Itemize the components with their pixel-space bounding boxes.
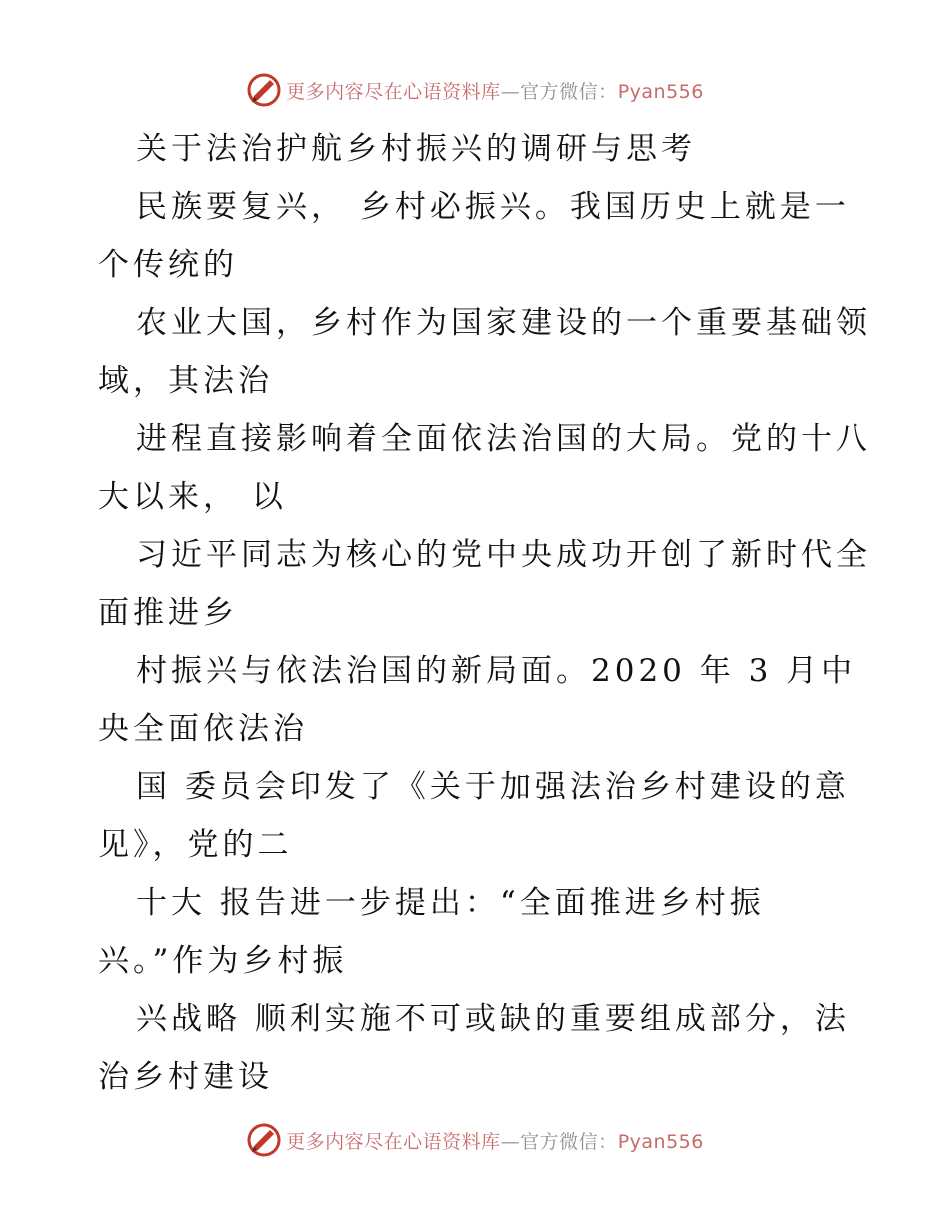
header-watermark-banner xyxy=(0,70,950,110)
watermark-wechat-id: Pyan556 xyxy=(617,1130,704,1153)
text-line: 兴。”作为乡村振 xyxy=(98,943,348,979)
text-line: 治乡村建设 xyxy=(98,1059,273,1095)
watermark-site-name: 更多内容尽在心语资料库 xyxy=(286,1130,501,1153)
watermark-text xyxy=(286,1127,704,1154)
watermark-dash: — xyxy=(500,80,521,103)
watermark-site-name: 更多内容尽在心语资料库 xyxy=(286,80,501,103)
quill-logo-icon xyxy=(246,1122,282,1158)
text-line: 见》，党的二 xyxy=(98,827,293,863)
text-line: 民族要复兴， 乡村必振兴。我国历史上就是一 xyxy=(136,189,850,225)
text-line: 央全面依法治 xyxy=(98,711,308,747)
footer-watermark-banner xyxy=(0,1120,950,1160)
text-line: 村振兴与依法治国的新局面。2020 年 3 月中 xyxy=(136,653,857,689)
watermark-wechat-label: 官方微信： xyxy=(520,80,618,103)
text-line: 习近平同志为核心的党中央成功开创了新时代全 xyxy=(136,537,871,573)
text-line: 十大 报告进一步提出：“全面推进乡村振 xyxy=(136,885,765,921)
watermark-dash: — xyxy=(500,1130,521,1153)
text-line: 域，其法治 xyxy=(98,363,273,399)
watermark-wechat-label: 官方微信： xyxy=(520,1130,618,1153)
watermark-wechat-id: Pyan556 xyxy=(617,80,704,103)
text-line: 个传统的 xyxy=(98,247,238,283)
text-line: 进程直接影响着全面依法治国的大局。党的十八 xyxy=(136,421,871,457)
quill-logo-icon xyxy=(246,72,282,108)
text-line: 兴战略 顺利实施不可或缺的重要组成部分，法 xyxy=(136,1001,850,1037)
text-line: 农业大国，乡村作为国家建设的一个重要基础领 xyxy=(136,305,871,341)
text-line: 面推进乡 xyxy=(98,595,238,631)
document-body xyxy=(98,120,871,1106)
watermark-text xyxy=(286,77,704,104)
text-line: 国 委员会印发了《关于加强法治乡村建设的意 xyxy=(136,769,850,805)
document-title: 关于法治护航乡村振兴的调研与思考 xyxy=(136,131,696,167)
text-line: 大以来， 以 xyxy=(98,479,287,515)
